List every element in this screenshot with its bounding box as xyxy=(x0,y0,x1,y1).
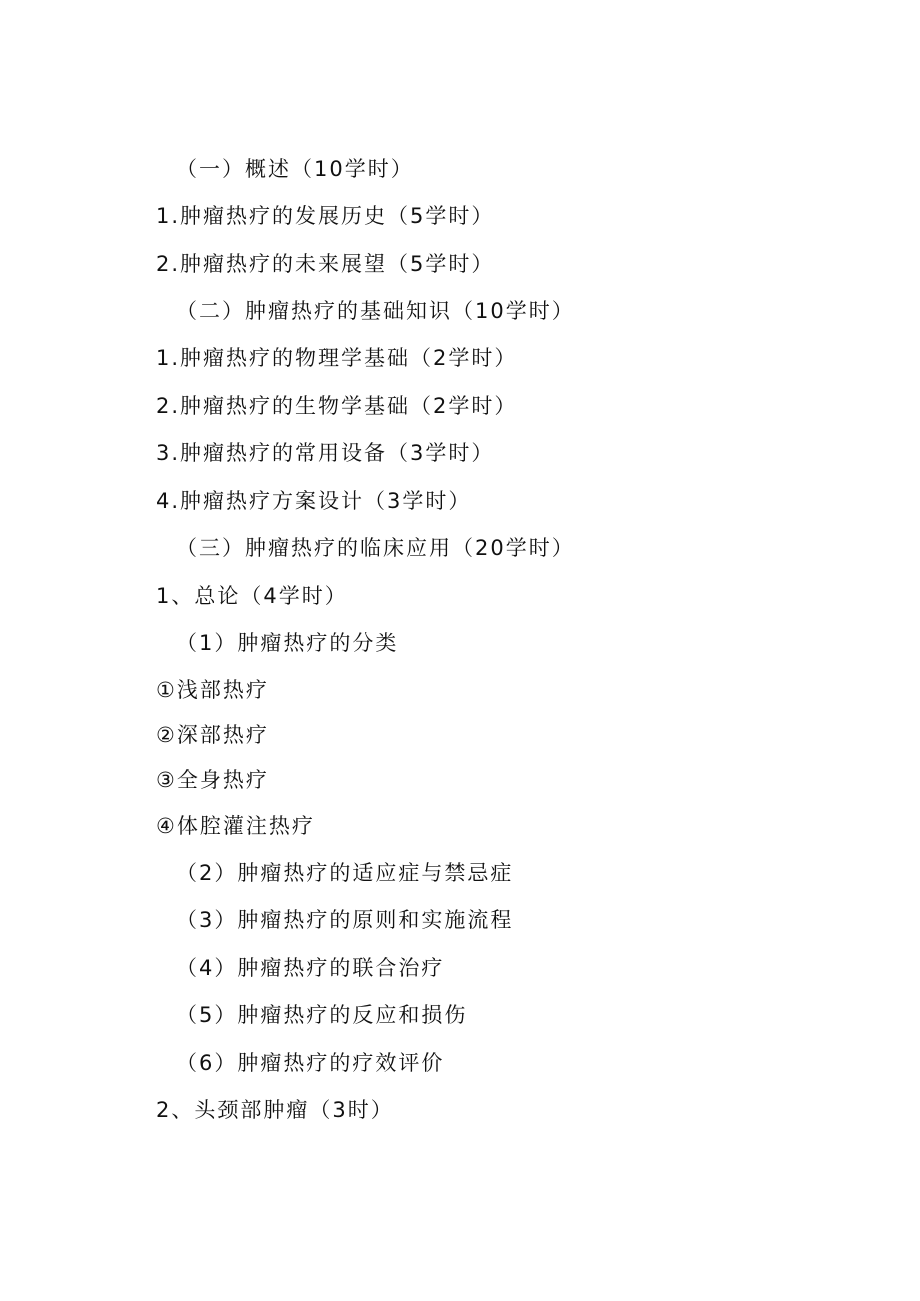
subsection-heading: 1、总论（4学时） xyxy=(156,584,348,608)
list-item: （6）肿瘤热疗的疗效评价 xyxy=(176,1051,445,1075)
subsection-heading: 2、头颈部肿瘤（3时） xyxy=(156,1098,394,1122)
list-item: 4.肿瘤热疗方案设计（3学时） xyxy=(156,489,472,513)
list-item: 3.肿瘤热疗的常用设备（3学时） xyxy=(156,441,495,465)
section-heading-basics: （二）肿瘤热疗的基础知识（10学时） xyxy=(176,299,575,323)
list-item: （3）肿瘤热疗的原则和实施流程 xyxy=(176,908,514,932)
list-item: （5）肿瘤热疗的反应和损伤 xyxy=(176,1003,468,1027)
list-item: （4）肿瘤热疗的联合治疗 xyxy=(176,956,445,980)
list-item: ①浅部热疗 xyxy=(156,678,269,702)
list-item: 2.肿瘤热疗的生物学基础（2学时） xyxy=(156,394,518,418)
list-item: ③全身热疗 xyxy=(156,768,269,792)
list-item: （2）肿瘤热疗的适应症与禁忌症 xyxy=(176,861,514,885)
section-heading-clinical: （三）肿瘤热疗的临床应用（20学时） xyxy=(176,536,575,560)
list-item: 1.肿瘤热疗的物理学基础（2学时） xyxy=(156,346,518,370)
list-item: 1.肿瘤热疗的发展历史（5学时） xyxy=(156,204,495,228)
list-item: ②深部热疗 xyxy=(156,723,269,747)
list-item: ④体腔灌注热疗 xyxy=(156,814,315,838)
list-item: 2.肿瘤热疗的未来展望（5学时） xyxy=(156,252,495,276)
section-heading-overview: （一）概述（10学时） xyxy=(176,157,414,181)
list-item: （1）肿瘤热疗的分类 xyxy=(176,631,399,655)
